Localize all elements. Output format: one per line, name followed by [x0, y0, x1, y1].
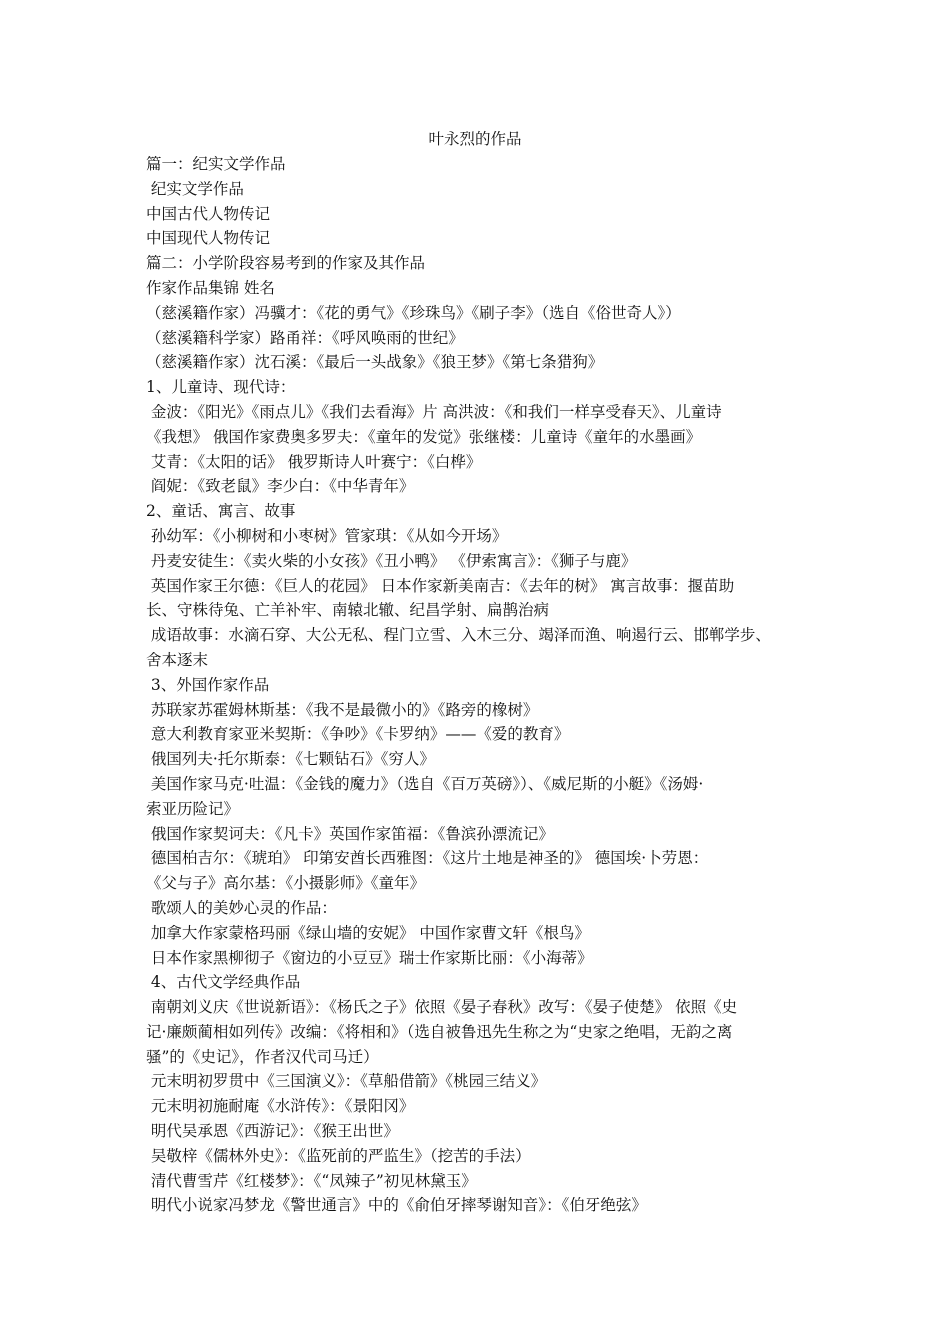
text-line: 英国作家王尔德：《巨人的花园》 日本作家新美南吉：《去年的树》 寓言故事：揠苗助: [146, 576, 735, 595]
text-line: 长、守株待兔、亡羊补牢、南辕北辙、纪昌学射、扁鹊治病: [146, 601, 550, 620]
text-line: 纪实文学作品: [146, 179, 244, 198]
text-line: 记·廉颇蔺相如列传》改编：《将相和》（选自被鲁迅先生称之为“史家之绝唱，无韵之离: [146, 1022, 733, 1041]
text-line: 元末明初施耐庵《水浒传》：《景阳冈》: [146, 1097, 415, 1116]
text-line: 艾青：《太阳的话》 俄罗斯诗人叶赛宁：《白桦》: [146, 452, 482, 471]
text-line: 4、古代文学经典作品: [146, 973, 301, 992]
text-line: 1、儿童诗、现代诗：: [146, 378, 296, 397]
text-line: 孙幼军：《小柳树和小枣树》管家琪：《从如今开场》: [146, 526, 508, 545]
text-line: 歌颂人的美妙心灵的作品：: [146, 898, 337, 917]
text-line: 德国柏吉尔：《琥珀》 印第安酋长西雅图：《这片土地是神圣的》 德国埃·卜劳恩：: [146, 849, 709, 868]
text-line: 俄国列夫·托尔斯泰：《七颗钻石》《穷人》: [146, 750, 435, 769]
text-line: 明代小说家冯梦龙《警世通言》中的《俞伯牙摔琴谢知音》：《伯牙绝弦》: [146, 1196, 647, 1215]
text-line: 作家作品集锦 姓名: [146, 278, 275, 297]
text-line: 意大利教育家亚米契斯：《争吵》《卡罗纳》——《爱的教育》: [146, 725, 570, 744]
text-line: 吴敬梓《儒林外史》：《监死前的严监生》（挖苦的手法）: [146, 1146, 531, 1165]
text-line: 成语故事：水滴石穿、大公无私、程门立雪、入木三分、竭泽而渔、响遏行云、邯郸学步、: [146, 626, 771, 645]
text-line: 日本作家黑柳彻子《窗边的小豆豆》瑞士作家斯比丽：《小海蒂》: [146, 948, 593, 967]
text-line: 苏联家苏霍姆林斯基：《我不是最微小的》《路旁的橡树》: [146, 700, 539, 719]
text-line: 2、童话、寓言、故事: [146, 502, 296, 521]
text-line: 丹麦安徒生：《卖火柴的小女孩》《丑小鸭》 《伊索寓言》：《狮子与鹿》: [146, 551, 637, 570]
text-line: 阎妮：《致老鼠》李少白：《中华青年》: [146, 477, 415, 496]
document-title: 叶永烈的作品: [428, 130, 522, 148]
text-line: 中国古代人物传记: [146, 204, 271, 223]
text-line: 索亚历险记》: [146, 799, 240, 818]
text-line: 南朝刘义庆《世说新语》：《杨氏之子》依照《晏子春秋》改写：《晏子使楚》 依照《史: [146, 998, 738, 1017]
text-line: 中国现代人物传记: [146, 229, 271, 248]
text-line: 《我想》 俄国作家费奥多罗夫：《童年的发觉》张继楼：儿童诗《童年的水墨画》: [146, 427, 702, 446]
text-line: 清代曹雪芹《红楼梦》：《“凤辣子”初见林黛玉》: [146, 1171, 477, 1190]
text-line: 舍本逐末: [146, 650, 209, 669]
text-line: 金波：《阳光》《雨点儿》《我们去看海》片 高洪波：《和我们一样享受春天》、儿童诗: [146, 402, 722, 421]
text-line: 俄国作家契诃夫：《凡卡》英国作家笛福：《鲁滨孙漂流记》: [146, 824, 554, 843]
document-body: [146, 152, 826, 1218]
text-line: 元末明初罗贯中《三国演义》：《草船借箭》《桃园三结义》: [146, 1072, 547, 1091]
text-line: （慈溪籍作家）沈石溪：《最后一头战象》《狼王梦》《第七条猎狗》: [146, 353, 604, 372]
text-line: 骚”的《史记》，作者汉代司马迁）: [146, 1047, 379, 1066]
text-line: 美国作家马克·吐温：《金钱的魔力》（选自《百万英磅》）、《威尼斯的小艇》《汤姆·: [146, 774, 704, 793]
text-line: 3、外国作家作品: [146, 675, 270, 694]
text-line: 明代吴承恩《西游记》：《猴王出世》: [146, 1122, 399, 1141]
text-line: （慈溪籍作家）冯骥才：《花的勇气》《珍珠鸟》《刷子李》（选自《俗世奇人》）: [146, 303, 681, 322]
text-line: 篇一：纪实文学作品: [146, 155, 286, 173]
text-line: 《父与子》高尔基：《小摄影师》《童年》: [146, 874, 426, 893]
text-line: 篇二：小学阶段容易考到的作家及其作品: [146, 254, 426, 273]
text-line: 加拿大作家蒙格玛丽《绿山墙的安妮》 中国作家曹文轩《根鸟》: [146, 923, 590, 942]
text-line: （慈溪籍科学家）路甬祥：《呼风唤雨的世纪》: [146, 328, 464, 347]
